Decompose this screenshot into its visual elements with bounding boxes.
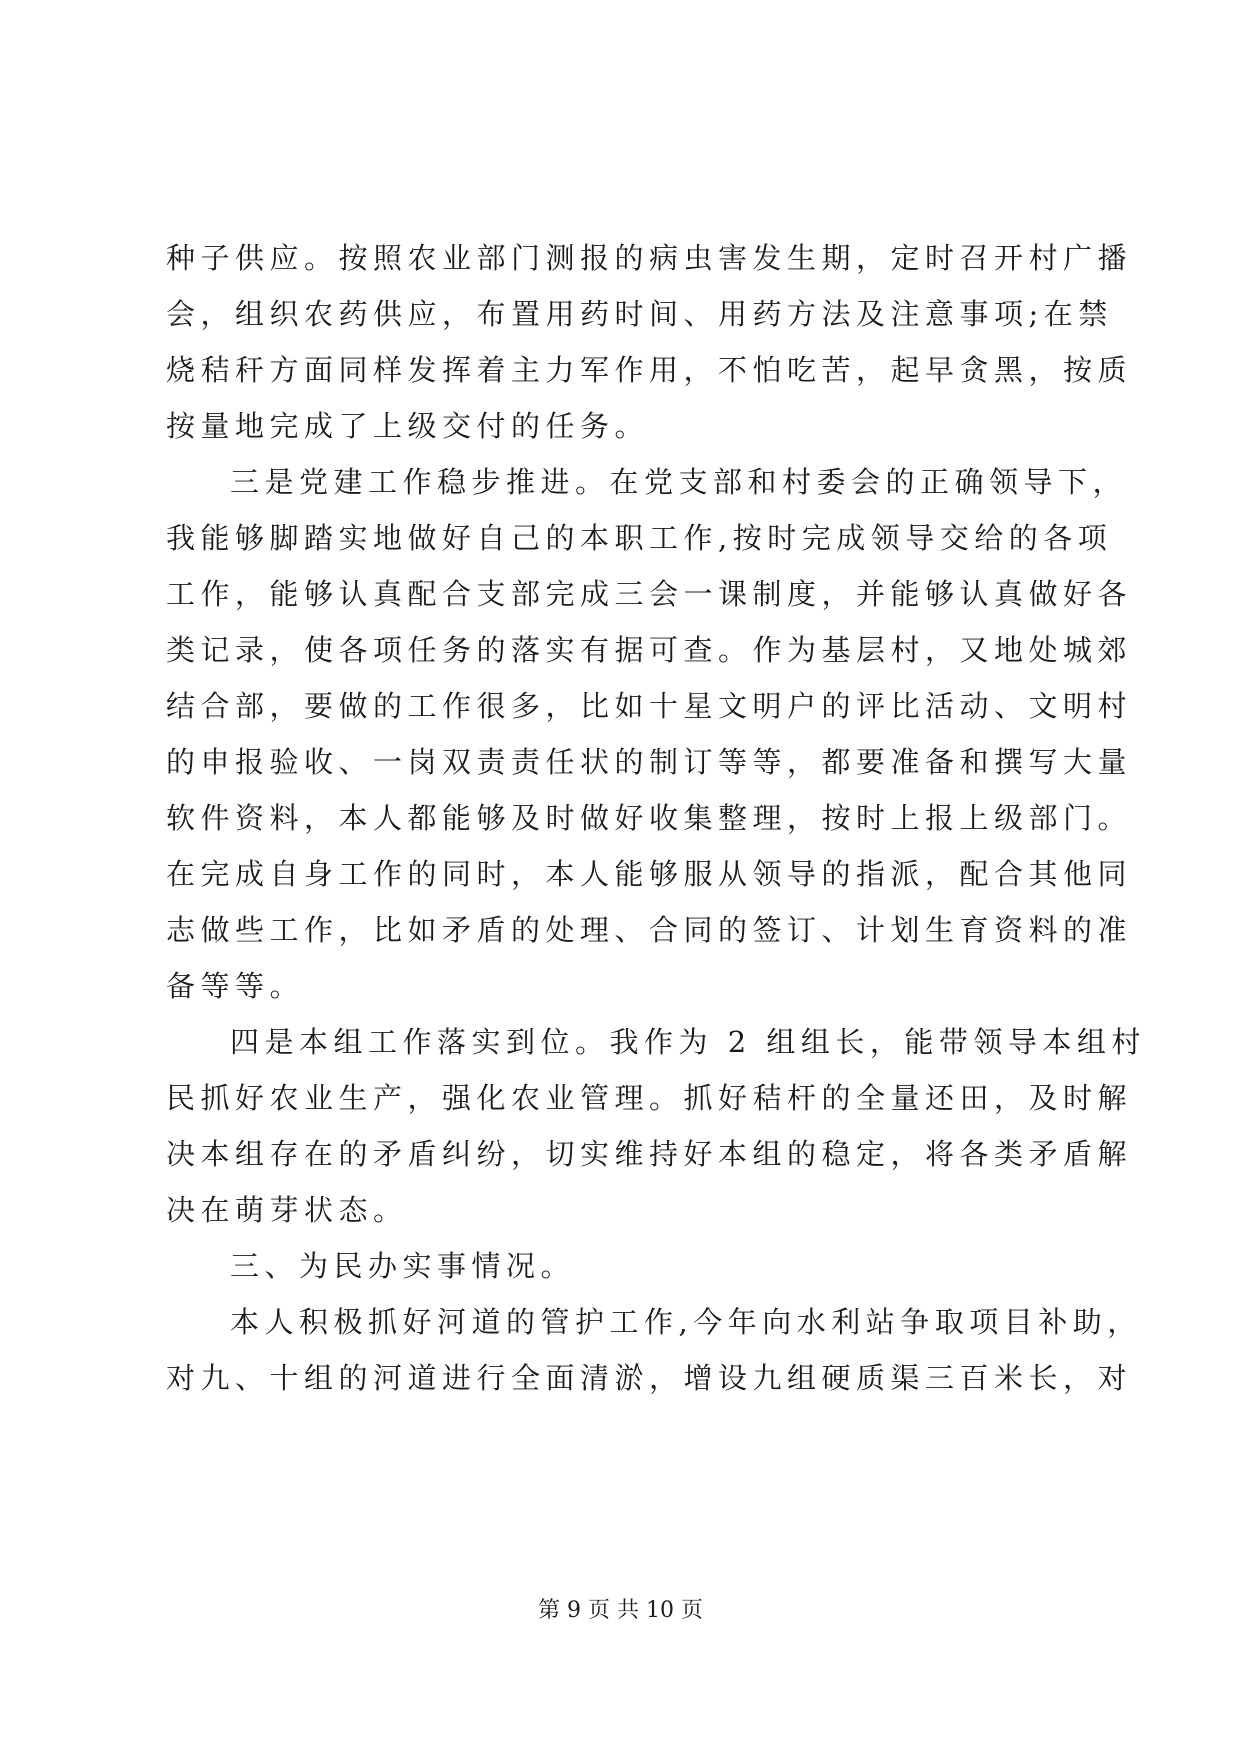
text-line: 决本组存在的矛盾纠纷，切实维持好本组的稳定，将各类矛盾解 [166,1137,1133,1171]
section-heading: 三、为民办实事情况。 [230,1249,576,1283]
text-line: 烧秸秆方面同样发挥着主力军作用，不怕吃苦，起早贪黑，按质 [166,353,1133,387]
paragraph-start-line: 三是党建工作稳步推进。在党支部和村委会的正确领导下， [230,465,1128,499]
text-line: 工作，能够认真配合支部完成三会一课制度，并能够认真做好各 [166,577,1133,611]
text-line: 民抓好农业生产，强化农业管理。抓好秸杆的全量还田，及时解 [166,1081,1133,1115]
text-line: 在完成自身工作的同时，本人能够服从领导的指派，配合其他同 [166,857,1133,891]
text-line: 种子供应。按照农业部门测报的病虫害发生期，定时召开村广播 [166,241,1133,275]
document-body [166,230,1146,1406]
text-line: 备等等。 [166,969,305,1003]
paragraph-start-line: 本人积极抓好河道的管护工作,今年向水利站争取项目补助， [230,1305,1142,1339]
text-line: 的申报验收、一岗双责责任状的制订等等，都要准备和撰写大量 [166,745,1133,779]
text-line: 按量地完成了上级交付的任务。 [166,409,650,443]
paragraph-start-line: 四是本组工作落实到位。我作为 2 组组长，能带领导本组村 [230,1025,1146,1059]
text-line: 结合部，要做的工作很多，比如十星文明户的评比活动、文明村 [166,689,1133,723]
text-line: 对九、十组的河道进行全面清淤，增设九组硬质渠三百米长，对 [166,1361,1133,1395]
text-line: 志做些工作，比如矛盾的处理、合同的签订、计划生育资料的准 [166,913,1133,947]
text-line: 我能够脚踏实地做好自己的本职工作,按时完成领导交给的各项 [166,521,1113,555]
text-line: 决在萌芽状态。 [166,1193,408,1227]
text-line: 类记录，使各项任务的落实有据可查。作为基层村，又地处城郊 [166,633,1133,667]
page-number-footer: 第 9 页 共 10 页 [538,1598,703,1623]
text-line: 软件资料，本人都能够及时做好收集整理，按时上报上级部门。 [166,801,1133,835]
text-line: 会，组织农药供应，布置用药时间、用药方法及注意事项;在禁 [166,297,1113,331]
